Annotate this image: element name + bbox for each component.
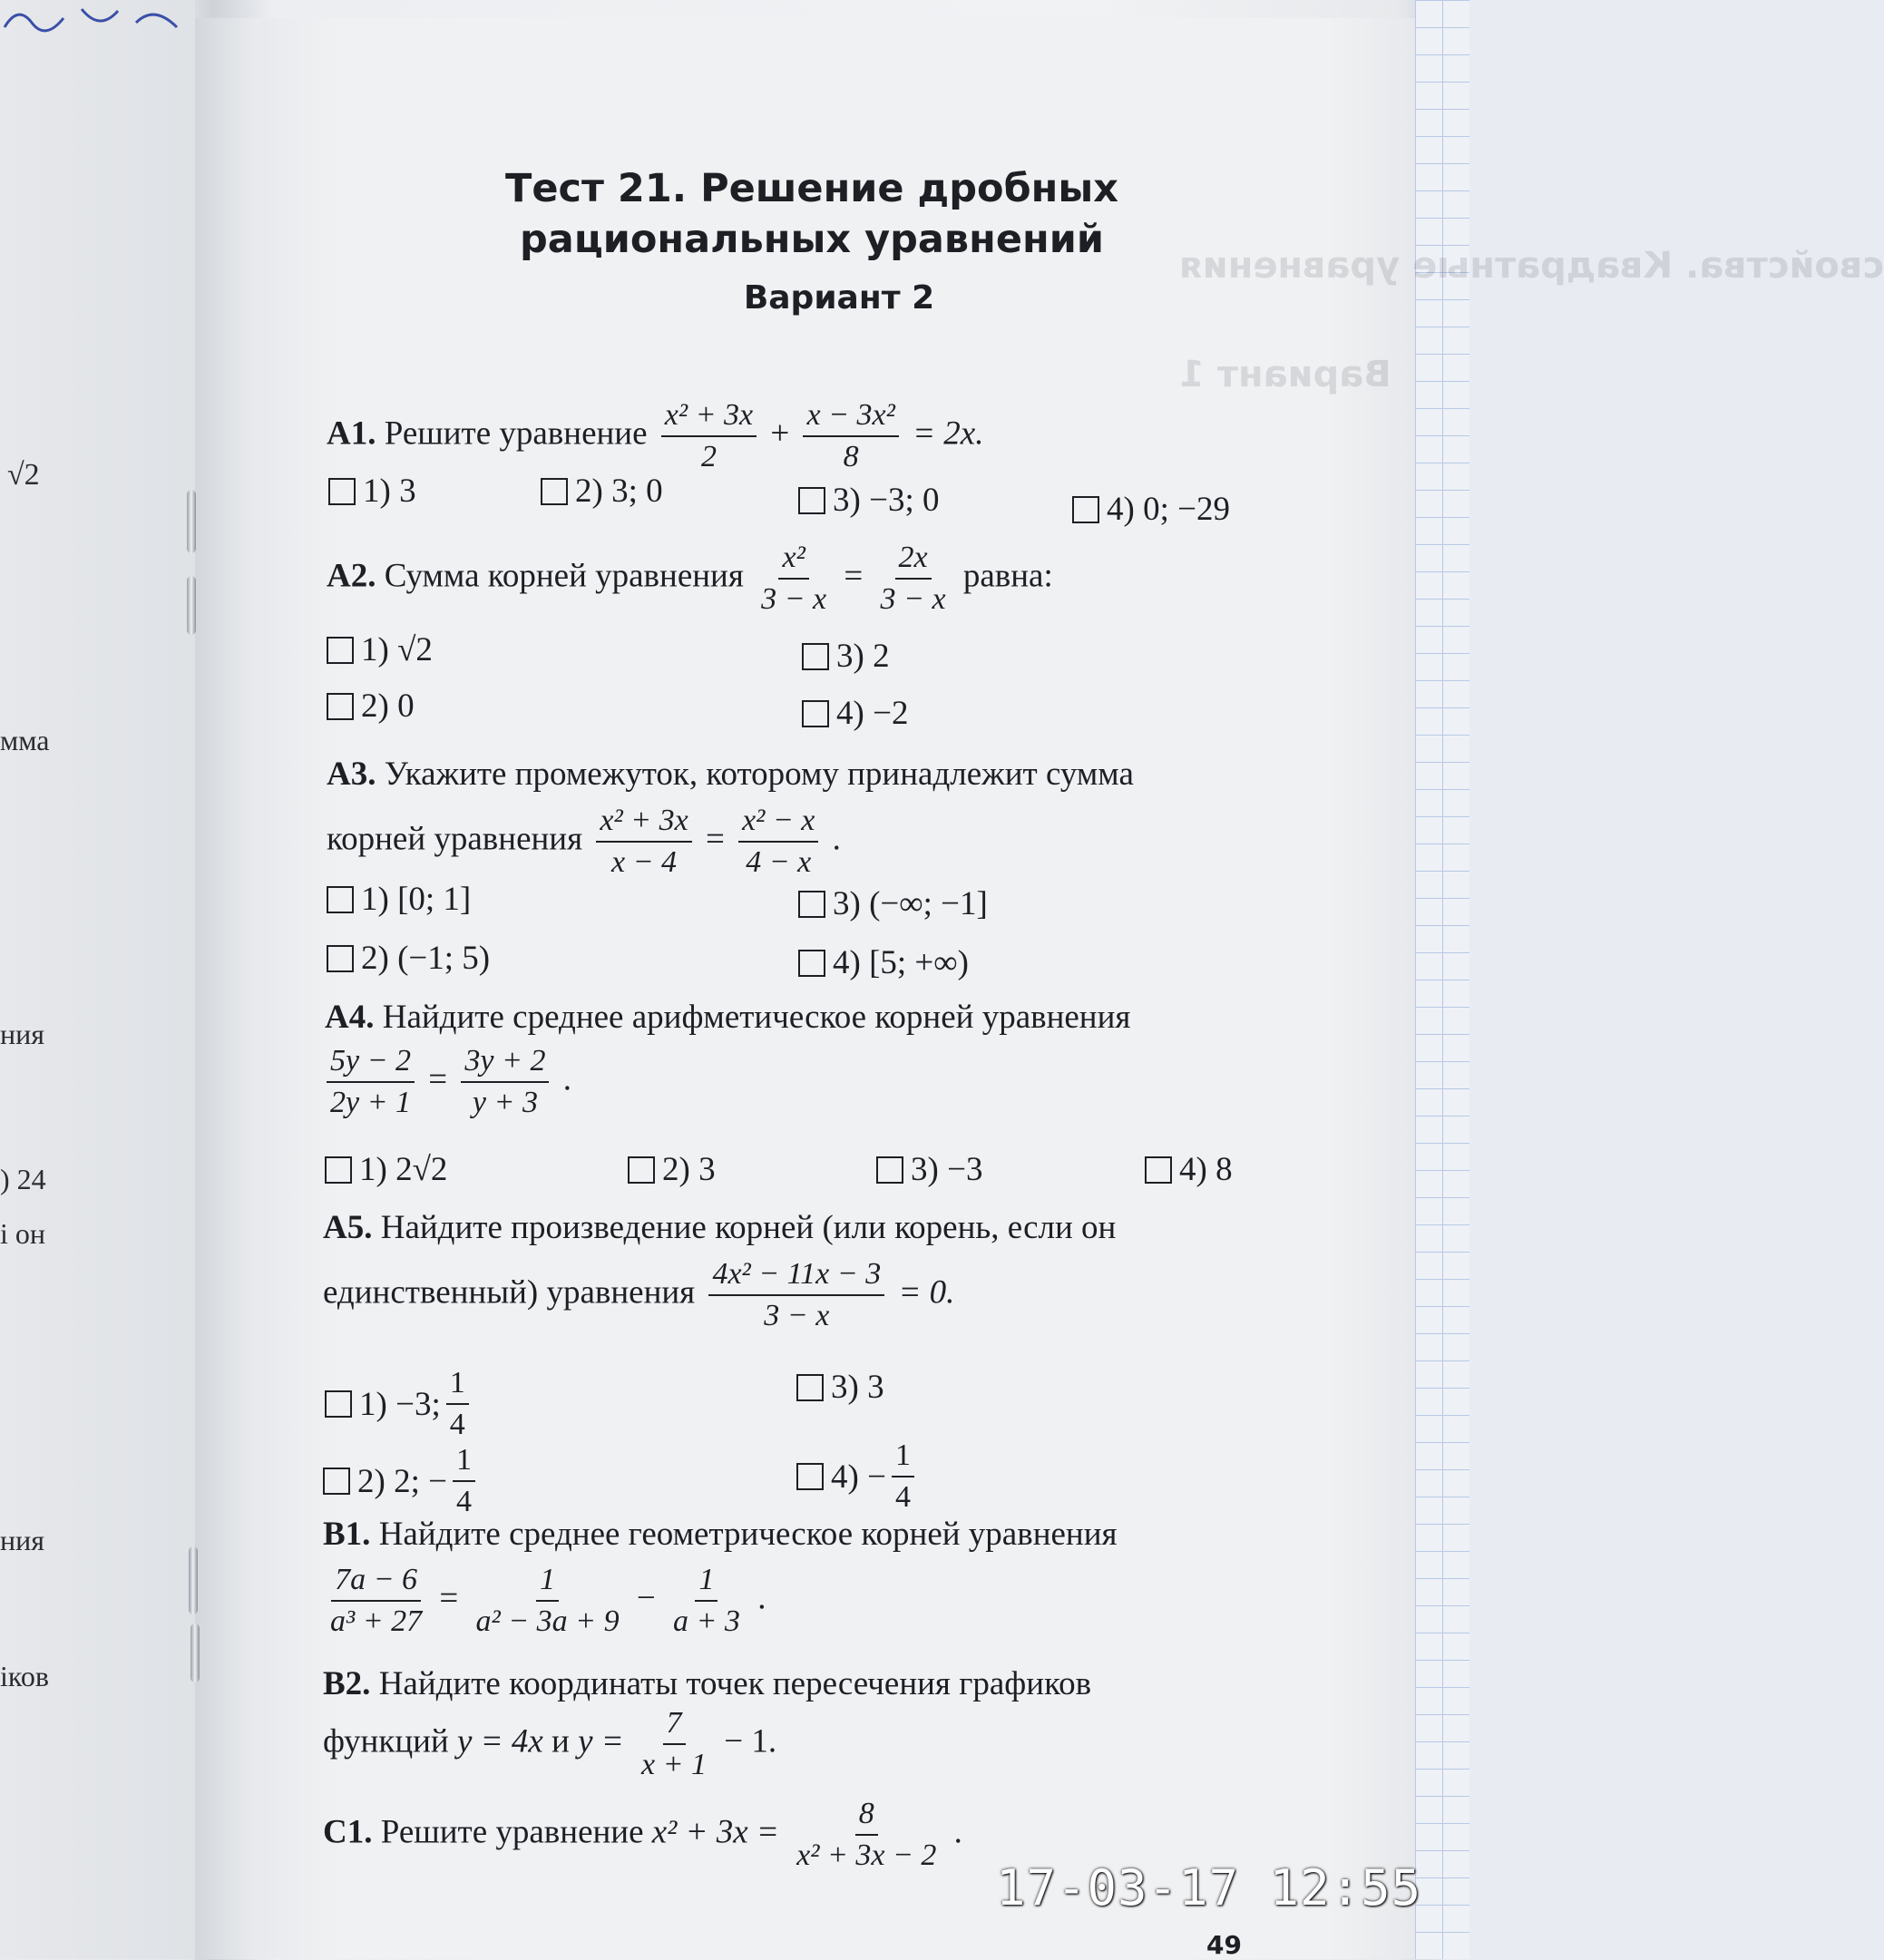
answer-option[interactable] <box>327 880 471 919</box>
fraction <box>803 397 898 475</box>
question-tail: . <box>832 820 841 858</box>
option-label: 3) −3; 0 <box>833 482 940 519</box>
numerator: 1 <box>446 1365 469 1405</box>
answer-option[interactable] <box>327 939 490 978</box>
numerator: 7a − 6 <box>331 1562 421 1602</box>
question-tail: . <box>953 1813 962 1851</box>
fraction <box>757 540 830 618</box>
question-a5-line2 <box>323 1256 954 1334</box>
answer-checkbox[interactable] <box>802 700 829 727</box>
left-fragment: ния <box>0 1018 44 1050</box>
answer-option[interactable] <box>328 472 416 511</box>
fraction <box>596 803 691 881</box>
grid-paper <box>1415 0 1469 1959</box>
denominator: 3 − x <box>761 582 827 616</box>
answer-checkbox[interactable] <box>327 693 354 720</box>
question-a4 <box>325 998 1130 1037</box>
answer-checkbox[interactable] <box>327 886 354 913</box>
left-fragment: ) 24 <box>0 1163 46 1195</box>
question-text: Решите уравнение <box>380 1813 644 1851</box>
answer-checkbox[interactable] <box>798 487 825 514</box>
answer-option[interactable] <box>798 943 969 982</box>
numerator: 7 <box>663 1705 686 1745</box>
answer-option[interactable] <box>796 1438 920 1516</box>
numerator: 1 <box>892 1438 914 1477</box>
question-tail: − 1. <box>724 1722 777 1760</box>
question-text: Найдите среднее геометрическое корней уравнения <box>378 1516 1118 1553</box>
question-c1 <box>323 1796 962 1874</box>
test-title-line1: Тест 21. Решение дробных <box>505 166 1118 211</box>
answer-option[interactable] <box>327 630 433 669</box>
option-label: 2) 2; − <box>357 1462 447 1500</box>
question-label: A4. <box>325 999 375 1036</box>
fraction <box>892 1438 914 1516</box>
numerator: 8 <box>855 1796 878 1836</box>
question-label: A5. <box>323 1209 373 1246</box>
numerator: x − 3x² <box>803 397 898 437</box>
question-text: Найдите координаты точек пересечения графиков <box>378 1665 1092 1702</box>
answer-checkbox[interactable] <box>325 1156 352 1184</box>
option-label: 2) 0 <box>361 687 415 725</box>
staple <box>190 1624 200 1682</box>
left-fragment: і он <box>0 1217 46 1250</box>
fraction <box>327 1043 415 1121</box>
option-label: 3) (−∞; −1] <box>833 885 988 922</box>
answer-option[interactable] <box>325 1150 447 1189</box>
answer-option[interactable] <box>796 1368 884 1407</box>
option-label: 1) √2 <box>361 631 433 668</box>
answer-option[interactable] <box>802 637 890 676</box>
question-b2-line2 <box>323 1705 776 1783</box>
question-a1 <box>327 397 983 475</box>
question-text: корней уравнения <box>327 820 583 858</box>
answer-checkbox[interactable] <box>628 1156 655 1184</box>
function-expression: y = 4x <box>456 1722 543 1760</box>
option-label: 4) 0; −29 <box>1107 491 1230 528</box>
option-label: 3) 3 <box>831 1369 884 1406</box>
question-label: A2. <box>327 557 376 595</box>
option-label: 1) [0; 1] <box>361 881 472 918</box>
question-tail: равна: <box>962 557 1053 595</box>
answer-checkbox[interactable] <box>796 1374 824 1401</box>
staple <box>189 1546 198 1614</box>
plus-sign: + <box>770 414 790 453</box>
answer-option[interactable] <box>798 884 988 923</box>
show-through-text: свойства. Квадратные уравнения <box>1179 245 1884 287</box>
minus-sign: − <box>636 1579 656 1617</box>
option-label: 3) 2 <box>836 638 890 675</box>
option-label: 4) [5; +∞) <box>833 944 969 981</box>
answer-checkbox[interactable] <box>1072 496 1099 523</box>
question-text: Найдите среднее арифметическое корней уравнения <box>382 999 1131 1036</box>
fraction <box>793 1796 940 1874</box>
question-label: A3. <box>327 756 376 793</box>
left-page <box>0 0 195 1959</box>
denominator: y + 3 <box>472 1086 538 1119</box>
answer-checkbox[interactable] <box>327 637 354 664</box>
equals-sign: = <box>705 820 725 858</box>
denominator: 4 <box>449 1408 465 1441</box>
numerator: 2x <box>895 540 932 580</box>
fraction <box>638 1705 710 1783</box>
question-text: Сумма корней уравнения <box>384 557 744 595</box>
fraction <box>738 803 818 881</box>
answer-option[interactable] <box>802 694 908 733</box>
answer-checkbox[interactable] <box>802 643 829 670</box>
denominator: a + 3 <box>672 1604 740 1638</box>
denominator: 3 − x <box>764 1299 830 1332</box>
question-label: C1. <box>323 1813 373 1851</box>
numerator: x² + 3x <box>661 397 757 437</box>
equals-sign: = <box>844 557 864 595</box>
fraction <box>877 540 950 618</box>
denominator: 8 <box>843 440 859 473</box>
answer-option[interactable] <box>1145 1150 1233 1189</box>
question-a5 <box>323 1208 1116 1247</box>
question-text: единственный) уравнения <box>323 1273 696 1312</box>
question-label: B1. <box>323 1516 371 1553</box>
answer-option[interactable] <box>541 472 663 511</box>
answer-checkbox[interactable] <box>796 1463 824 1490</box>
question-b2 <box>323 1664 1091 1703</box>
denominator: 4 <box>894 1480 911 1514</box>
answer-checkbox[interactable] <box>798 891 825 918</box>
question-b1-line2 <box>321 1562 766 1640</box>
conjunction: и <box>552 1722 570 1760</box>
question-label: A1. <box>327 414 376 453</box>
numerator: x² − x <box>738 803 818 843</box>
question-text: Найдите произведение корней (или корень, если он <box>380 1209 1117 1246</box>
option-label: 1) −3; <box>359 1385 441 1423</box>
equals-sign: = <box>428 1060 448 1098</box>
page-header <box>322 163 1265 317</box>
option-label: 2) (−1; 5) <box>361 940 491 977</box>
option-label: 1) 3 <box>363 473 416 510</box>
option-label: 2) 3 <box>662 1151 716 1188</box>
denominator: 2 <box>700 440 717 473</box>
equation-lhs: x² + 3x = <box>651 1813 779 1851</box>
numerator: 1 <box>695 1562 717 1602</box>
show-through-text: Вариант 1 <box>1179 354 1391 395</box>
numerator: x² <box>778 540 808 580</box>
equation-rhs: = 2x. <box>913 414 984 453</box>
page-number: 49 <box>1206 1930 1242 1960</box>
numerator: 1 <box>453 1442 475 1482</box>
option-label: 3) −3 <box>911 1151 983 1188</box>
denominator: x − 4 <box>611 845 678 879</box>
denominator: a² − 3a + 9 <box>475 1604 620 1638</box>
question-tail: . <box>757 1579 766 1617</box>
staple <box>187 490 196 553</box>
fraction <box>473 1562 623 1640</box>
denominator: x² + 3x − 2 <box>796 1838 937 1872</box>
question-a3-line2 <box>327 803 841 881</box>
numerator: 3y + 2 <box>461 1043 549 1083</box>
left-fragment: мма <box>0 724 50 756</box>
answer-checkbox[interactable] <box>798 950 825 977</box>
answer-checkbox[interactable] <box>323 1468 350 1495</box>
left-fragment: іков <box>0 1660 49 1692</box>
fraction <box>453 1442 475 1520</box>
option-label: 4) − <box>831 1458 886 1496</box>
numerator: 5y − 2 <box>327 1043 415 1083</box>
denominator: x + 1 <box>641 1748 708 1781</box>
denominator: 3 − x <box>880 582 946 616</box>
option-label: 4) −2 <box>836 695 909 732</box>
option-label: 2) 3; 0 <box>575 473 663 510</box>
answer-checkbox[interactable] <box>327 945 354 972</box>
question-tail: . <box>562 1060 571 1098</box>
left-fragment: ния <box>0 1524 44 1556</box>
denominator: a³ + 27 <box>330 1604 423 1638</box>
denominator: 4 <box>455 1485 472 1518</box>
option-label: 4) 8 <box>1179 1151 1233 1188</box>
question-a2 <box>327 540 1053 618</box>
question-a4-line2 <box>321 1043 571 1121</box>
fraction <box>461 1043 549 1121</box>
fraction <box>446 1365 469 1443</box>
fraction <box>708 1256 884 1334</box>
question-text: функций <box>323 1722 449 1760</box>
answer-option[interactable] <box>323 1442 481 1520</box>
question-label: B2. <box>323 1665 371 1702</box>
equation-rhs: = 0. <box>898 1273 955 1312</box>
answer-option[interactable] <box>628 1150 716 1189</box>
answer-checkbox[interactable] <box>328 478 356 505</box>
answer-checkbox[interactable] <box>325 1390 352 1418</box>
equals-sign: = <box>439 1579 459 1617</box>
numerator: 4x² − 11x − 3 <box>708 1256 884 1296</box>
answer-checkbox[interactable] <box>541 478 568 505</box>
function-expression: y = <box>578 1722 624 1760</box>
question-text: Решите уравнение <box>384 414 648 453</box>
question-text: Укажите промежуток, которому принадлежит сумма <box>384 756 1134 793</box>
answer-option[interactable] <box>798 481 939 520</box>
photo-timestamp: 17-03-17 12:55 <box>996 1859 1422 1916</box>
numerator: 1 <box>536 1562 559 1602</box>
question-b1 <box>323 1515 1118 1554</box>
staple <box>187 576 196 635</box>
answer-checkbox[interactable] <box>876 1156 903 1184</box>
test-title-line2: рациональных уравнений <box>520 217 1104 262</box>
answer-option[interactable] <box>1072 490 1230 529</box>
option-label: 1) 2√2 <box>359 1151 448 1188</box>
numerator: x² + 3x <box>596 803 691 843</box>
left-fragment: √2 <box>7 458 40 492</box>
pen-scribble <box>0 0 195 36</box>
question-a3 <box>327 755 1134 794</box>
denominator: 4 − x <box>746 845 812 879</box>
variant-heading: Вариант 2 <box>743 279 935 317</box>
answer-option[interactable] <box>876 1150 982 1189</box>
fraction <box>327 1562 425 1640</box>
answer-checkbox[interactable] <box>1145 1156 1172 1184</box>
answer-option[interactable] <box>325 1365 474 1443</box>
denominator: 2y + 1 <box>330 1086 412 1119</box>
answer-option[interactable] <box>327 687 415 726</box>
fraction <box>669 1562 744 1640</box>
fraction <box>661 397 757 475</box>
